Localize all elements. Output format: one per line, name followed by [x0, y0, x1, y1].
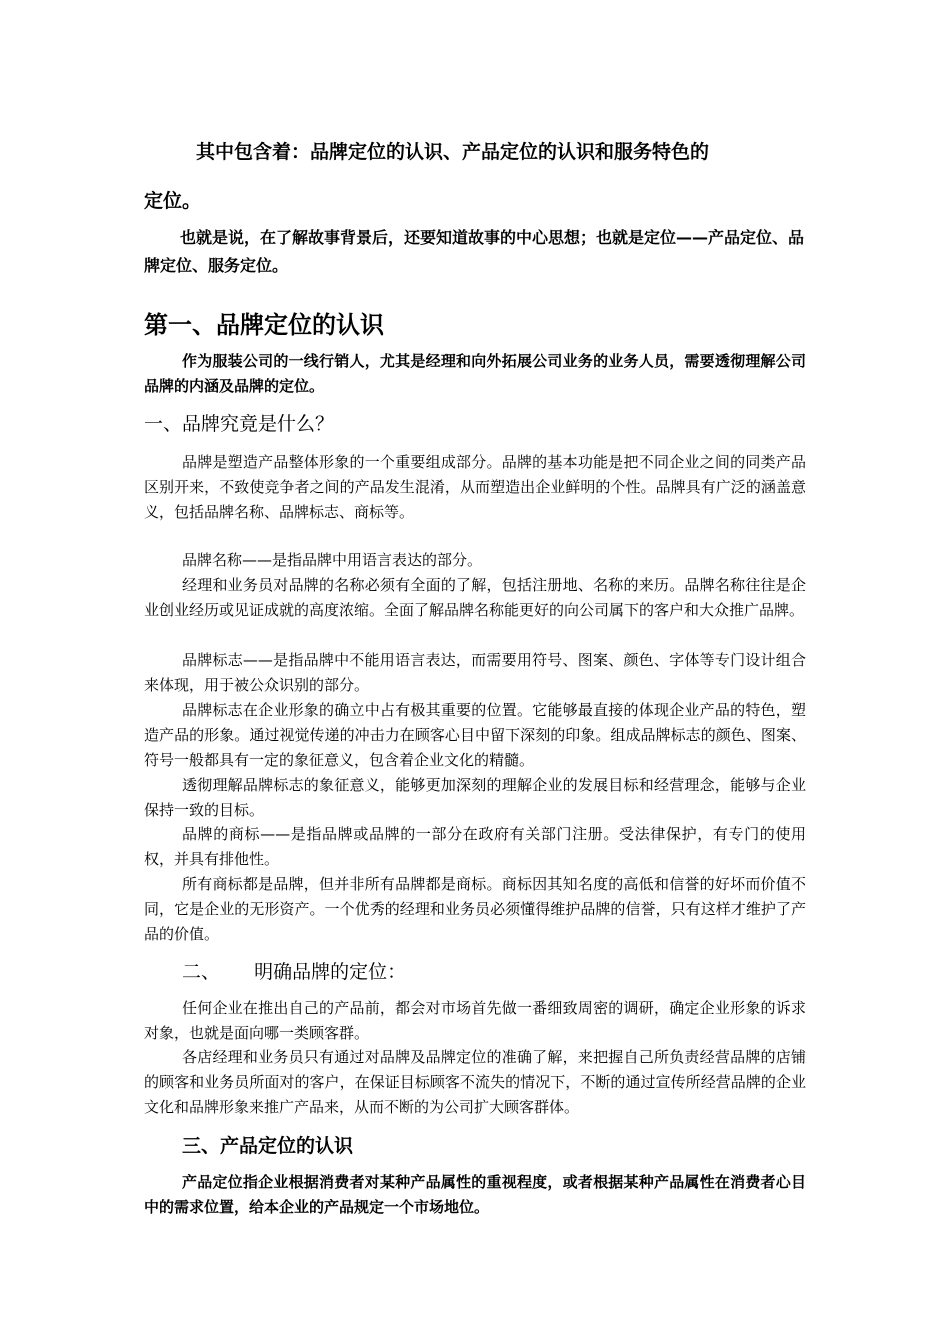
paragraph: 经理和业务员对品牌的名称必须有全面的了解，包括注册地、名称的来历。品牌名称往往是企业创业经历或见证成就的高度浓缩。全面了解品牌名称能更好的向公司属下的客户和大众推广品牌。: [144, 576, 806, 619]
paragraph: 透彻理解品牌标志的象征意义，能够更加深刻的理解企业的发展目标和经营理念，能够与企业保持一致的目标。: [144, 776, 806, 819]
paragraph: 各店经理和业务员只有通过对品牌及品牌定位的准确了解，来把握自己所负责经营品牌的店铺的顾客和业务员所面对的客户，在保证目标顾客不流失的情况下，不断的通过宣传所经营品牌的企业文化和品牌形象来推广产品来，从而不断的为公司扩大顾客群体。: [144, 1048, 806, 1116]
intro-line-1: 其中包含着：品牌定位的认识、产品定位的认识和服务特色的: [196, 141, 710, 163]
paragraph: 品牌是塑造产品整体形象的一个重要组成部分。品牌的基本功能是把不同企业之间的同类产品区别开来，不致使竞争者之间的产品发生混淆，从而塑造出企业鲜明的个性。品牌具有广泛的涵盖意义，包括品牌名称、品牌标志、商标等。: [144, 453, 806, 521]
paragraph: 产品定位指企业根据消费者对某种产品属性的重视程度，或者根据某种产品属性在消费者心目中的需求位置，给本企业的产品规定一个市场地位。: [144, 1173, 806, 1216]
paragraph: 所有商标都是品牌，但并非所有品牌都是商标。商标因其知名度的高低和信誉的好坏而价值不同，它是企业的无形资产。一个优秀的经理和业务员必须懂得维护品牌的信誉，只有这样才维护了产品的价值。: [144, 875, 806, 943]
part1-heading: 一、品牌究竟是什么？: [144, 413, 335, 435]
section-title: 第一、品牌定位的认识: [144, 311, 384, 339]
section-lead: 作为服装公司的一线行销人，尤其是经理和向外拓展公司业务的业务人员，需要透彻理解公司品牌的内涵及品牌的定位。: [144, 352, 806, 395]
part2-heading-title: 明确品牌的定位：: [254, 961, 407, 983]
paragraph: 品牌标志在企业形象的确立中占有极其重要的位置。它能够最直接的体现企业产品的特色，塑造产品的形象。通过视觉传递的冲击力在顾客心目中留下深刻的印象。组成品牌标志的颜色、图案、符号一般都具有一定的象征意义，包含着企业文化的精髓。: [144, 701, 806, 769]
intro-line-2: 定位。: [144, 190, 202, 212]
paragraph: 任何企业在推出自己的产品前，都会对市场首先做一番细致周密的调研，确定企业形象的诉求对象，也就是面向哪一类顾客群。: [144, 999, 806, 1042]
paragraph: 品牌名称——是指品牌中用语言表达的部分。: [182, 551, 483, 569]
part3-heading: 三、产品定位的认识: [182, 1135, 354, 1157]
part2-heading-number: 二、: [182, 961, 221, 983]
part2-heading: [182, 958, 802, 986]
paragraph: 品牌的商标——是指品牌或品牌的一部分在政府有关部门注册。受法律保护，有专门的使用权，并具有排他性。: [144, 825, 806, 868]
intro-summary: 也就是说，在了解故事背景后，还要知道故事的中心思想；也就是定位——产品定位、品牌定位、服务定位。: [144, 228, 805, 275]
paragraph: 品牌标志——是指品牌中不能用语言表达，而需要用符号、图案、颜色、字体等专门设计组合来体现，用于被公众识别的部分。: [144, 651, 806, 694]
